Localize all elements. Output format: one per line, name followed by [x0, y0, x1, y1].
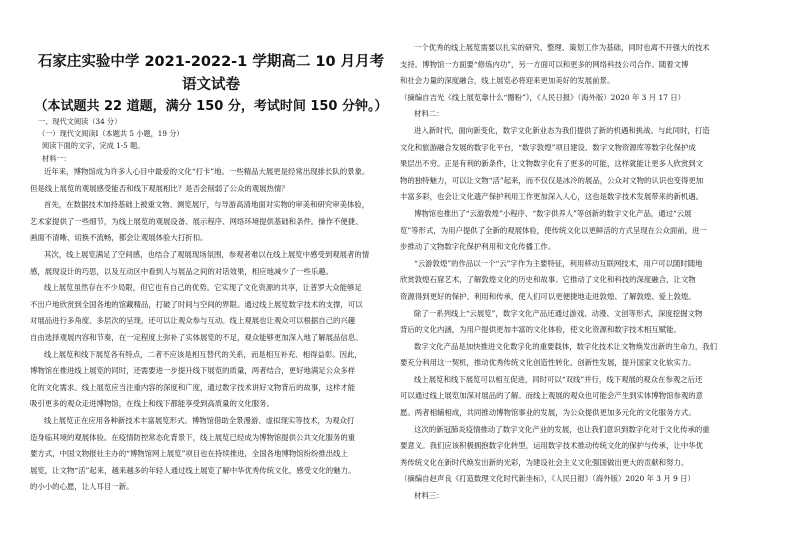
text-line: 览”等形式，为用户提供了全新的观展体验，使传统文化以更鲜活的方式呈现在公众面前，进一: [400, 225, 707, 235]
exam-instructions: （本试题共 22 道题，满分 150 分，考试时间 150 分钟。）: [34, 99, 388, 114]
material-label: 材料一：: [42, 154, 71, 163]
text-line: 一个优秀的线上展览需要以扎实的研究、整理、策划工作为基础，同时也离不开强大的技术: [414, 43, 710, 52]
text-line: 数字文化产品是加快推进文化数字化的重要载体，数字化技术让文物焕发出新的生命力，我们: [414, 341, 718, 351]
text-line: 化的文化需求。线上展览应当注重内容的深度和广度，通过数字技术讲好文物背后的故事，这样才能: [30, 382, 356, 392]
text-line: 要充分利用这一契机，推动优秀传统文化创造性转化、创新性发展，提升国家文化软实力。: [400, 358, 696, 368]
text-line: 其次，线上展览满足了空间感，也结合了观展现场氛围，参观者难以在线上展览中感受到观展者的情: [44, 249, 370, 259]
text-line: 但是线上展览的观展感受能否和线下观展相比？是否会削弱了公众的观展热情？: [30, 183, 289, 193]
exam-title: 石家庄实验中学 2021-2022-1 学期高二 10 月月考: [37, 54, 385, 70]
text-line: 近年来，博物馆成为许多人心目中最爱的文化“打卡”地。一些精品大展更是经常出现排长队的景象。: [44, 167, 370, 176]
text-line: 除了一系列线上“云展览”，数字文化产品还通过游戏、动漫、文创等形式，深度挖掘文物: [414, 308, 703, 318]
text-line: 吸引更多的观众走进博物馆，在线上和线下都能享受到高质量的文化服务。: [30, 399, 274, 409]
text-line: 画面不清晰、切换不流畅，都会让观展体验大打折扣。: [30, 233, 208, 243]
text-line: 线上展览虽然存在不少局限，但它也有自己的优势。它实现了文化资源的共享，让普罗大众能够足: [44, 283, 362, 293]
text-line: 文化和旅游融合发展的数字化平台，“数字敦煌”项目建设、数字文物资源库等数字化保护成: [400, 142, 696, 152]
text-line: 不出户地欣赏到全国各地的馆藏精品，打破了时间与空间的界限。通过线上展览数字技术的支撑，可以: [30, 299, 363, 309]
text-line: 要意义。我们应该积极拥抱数字化转型，运用数字技术推动传统文化的保护与传承，让中华优: [400, 441, 704, 451]
text-line: 自由选择观展内容和节奏，在一定程度上弥补了实体展览的不足，观众能够更加深入地了解展品信息。: [30, 332, 363, 342]
source-citation: （摘编自吉光《线上展览靠什么“圈粉”》，《人民日报》（海外版）2020 年 3 月 17 日）: [400, 92, 686, 102]
right-article-body: [400, 40, 760, 505]
text-line: 可以通过线上展览加深对展品的了解。而线上观展的观众也可能会产生到实体博物馆参观的意: [400, 391, 704, 401]
text-line: 步推动了文物数字化保护利用和文化传播工作。: [400, 242, 556, 252]
text-line: 博物馆也推出了“云游敦煌”小程序、“数字供养人”等创新的数字文化产品，通过“云展: [414, 208, 692, 218]
reading-directions: 阅读下面的文字，完成 1-5 题。: [42, 141, 145, 150]
text-line: 线上展览和线下展览各有特点，二者不应该是相互替代的关系，而是相互补充、相得益彰。因此，: [44, 349, 362, 359]
subsection-heading: （一）现代文阅读Ⅰ（本题共 5 小题，19 分）: [38, 129, 184, 138]
text-line: 资源得到更好的保护、利用和传承，使人们可以更便捷地走进敦煌、了解敦煌、爱上敦煌。: [400, 291, 696, 301]
text-line: 果层出不穷。正是有利的新条件，让文物数字化有了更多的可能，这样就能让更多人欣赏到文: [400, 159, 704, 169]
text-line: 艺术家提供了一些细节，为线上展览的观展设备、展示程序、网络环境提供基础和条件。操作不便捷、: [30, 216, 363, 226]
text-line: 和社会力量的深度融合，线上展览必将迎来更加美好的发展前景。: [400, 76, 615, 86]
text-line: 线上展览正在应用各种新技术丰富展览形式。博物馆借助全景漫游、虚拟现实等技术，为观众打: [44, 415, 355, 425]
text-line: 秀传统文化在新时代焕发出新的光彩，为建设社会主义文化强国做出更大的贡献和努力。: [400, 457, 689, 467]
text-line: 丰富多彩，也会让文化遗产保护利用工作更加深入人心，这也是数字技术发展带来的新机遇。: [400, 192, 704, 202]
text-line: 首先，在数据技术加持基础上被重文物、测览展厅，与导游高清地面对实物的审美和研究审美体验，: [44, 200, 370, 210]
text-line: 这次的新冠肺炎疫情推动了数字文化产业的发展，也让我们意识到数字化对于文化传承的重: [414, 424, 710, 434]
subject-title: 语文试卷: [182, 77, 240, 93]
text-line: 进入新时代，面向新变化，数字文化新业态为我们提供了新的机遇和挑战。与此同时，打造: [414, 125, 710, 135]
source-citation: （摘编自赵声良《打造数理文化时代新坐标》，《人民日报》（海外版）2020 年 3 月 9 日）: [400, 474, 695, 484]
text-line: 欣赏敦煌石窟艺术，了解敦煌文化的历史和故事。它推动了文化和科技的深度融合，让文物: [400, 275, 696, 285]
text-line: 展览，让文物“活”起来，越来越多的年轻人通过线上展览了解中华优秀传统文化，感受文化的魅力。: [30, 465, 356, 475]
text-line: 线上展览和线下展览可以相互促进，同时可以“双线”并行，线下观展的观众在参观之后还: [414, 374, 703, 384]
left-article-body: [30, 164, 392, 496]
text-line: 感，展现设计的巧思，以及互动区中看到人与展品之间的对话效果，相应地减少了一些乐趣。: [30, 266, 334, 276]
text-line: 背后的文化内涵，为用户提供更加丰富的文化体验，使文化资源和数字技术相互赋能。: [400, 325, 681, 335]
text-line: 的小小的心愿，让人耳目一新。: [30, 482, 134, 492]
text-line: 造身临其境的观展体验。在疫情防控常态化背景下，线上展览已经成为博物馆提供公共文化服务的重: [30, 432, 356, 442]
text-line: 物的独特魅力，可以让文物“活”起来，而不仅仅是冰冷的展品，公众对文物的认识也变得更加: [400, 175, 704, 185]
text-line: 材料三：: [414, 491, 444, 501]
text-line: 要方式，中国文物报社主办的“博物馆网上展览”项目也在持续推进，全国各地博物馆纷纷推出线上: [30, 449, 348, 459]
text-line: “云游敦煌”的作品以一个“云”字作为主要特征，利用移动互联网技术，用户可以随时随地: [414, 258, 703, 268]
text-line: 支持。博物馆一方面要“修炼内功”，另一方面可以和更多的网络科技公司合作。随着文博: [400, 59, 689, 69]
text-line: 对展品进行多角度、多层次的呈现，还可以让观众参与互动。线上观展也让观众可以根据自己的兴趣: [30, 316, 356, 326]
text-line: 博物馆在推进线上展览的同时，还需要进一步提升线下展览的质量，两者结合，更好地满足公众多样: [30, 366, 356, 376]
section-heading: 一、现代文阅读（34 分）: [38, 117, 122, 126]
text-line: 愿。两者相辅相成，共同推动博物馆事业的发展，为公众提供更加多元化的文化服务方式。: [400, 408, 696, 418]
text-line: 材料二：: [414, 109, 444, 119]
